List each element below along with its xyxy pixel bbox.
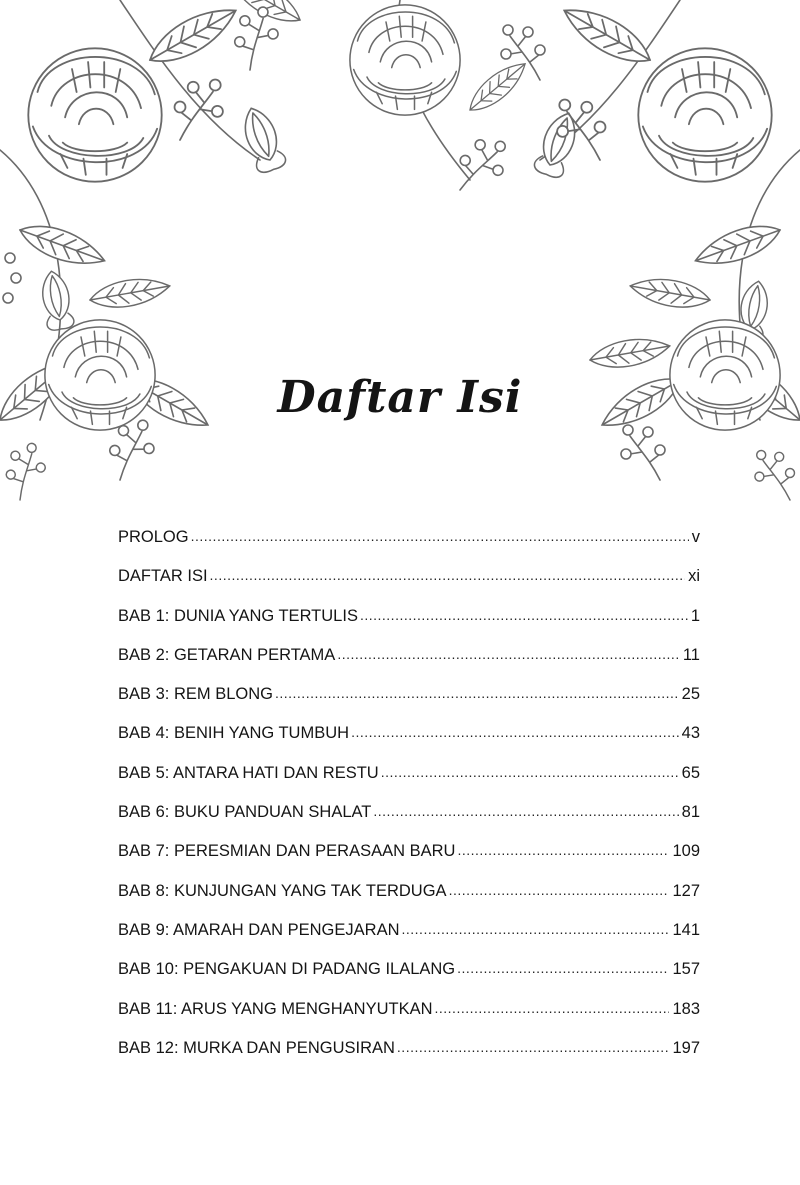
toc-entry-page: xi (688, 567, 700, 586)
toc-entry-page: 25 (681, 685, 700, 704)
toc-entry-page: 43 (681, 724, 700, 743)
toc-entry-page: 127 (672, 881, 700, 900)
toc-entry-label: BAB 11: ARUS YANG MENGHANYUTKAN (118, 999, 433, 1018)
toc-entry-label: BAB 4: BENIH YANG TUMBUH (118, 724, 350, 743)
toc-dot-leader (449, 881, 670, 900)
toc-entry-label: BAB 3: REM BLONG (118, 685, 273, 704)
toc-entry (118, 528, 700, 567)
toc-dot-leader (381, 763, 679, 782)
toc-dot-leader (397, 1038, 670, 1057)
toc-entry (118, 960, 700, 999)
toc-entry (118, 1039, 700, 1078)
floral-ornament-illustration (0, 0, 800, 520)
toc-entry (118, 1000, 700, 1039)
toc-dot-leader (337, 645, 680, 664)
toc-entry-label: BAB 5: ANTARA HATI DAN RESTU (118, 763, 379, 782)
toc-dot-leader (402, 920, 670, 939)
toc-entry-page: 157 (672, 960, 700, 979)
toc-entry (118, 882, 700, 921)
toc-entry (118, 842, 700, 881)
toc-entry-page: v (691, 528, 700, 546)
toc-entry-label: DAFTAR ISI (118, 567, 208, 586)
toc-entry-page: 109 (672, 842, 700, 861)
toc-entry-page: 183 (672, 999, 700, 1018)
toc-entry (118, 764, 700, 803)
toc-entry-label: BAB 2: GETARAN PERTAMA (118, 645, 336, 664)
toc-dot-leader (351, 723, 679, 742)
toc-dot-leader (360, 606, 688, 625)
toc-entry-label: BAB 10: PENGAKUAN DI PADANG ILALANG (118, 960, 456, 979)
toc-entry-page: 65 (681, 763, 700, 782)
toc-entry (118, 803, 700, 842)
toc-dot-leader (373, 802, 678, 821)
toc-dot-leader (457, 959, 669, 978)
toc-entry (118, 607, 700, 646)
toc-entry-label: BAB 6: BUKU PANDUAN SHALAT (118, 803, 372, 822)
toc-entry-page: 1 (690, 606, 700, 625)
toc-entry (118, 724, 700, 763)
toc-entry-label: BAB 1: DUNIA YANG TERTULIS (118, 606, 358, 625)
toc-dot-leader (435, 999, 670, 1018)
toc-entry-label: BAB 7: PERESMIAN DAN PERASAAN BARU (118, 842, 456, 861)
toc-entry-label: BAB 12: MURKA DAN PENGUSIRAN (118, 1038, 395, 1057)
toc-dot-leader (210, 566, 686, 585)
toc-entry-label: BAB 8: KUNJUNGAN YANG TAK TERDUGA (118, 881, 447, 900)
page-title: Daftar Isi (277, 372, 523, 423)
toc-entry-label: PROLOG (118, 528, 189, 546)
toc-entry (118, 567, 700, 606)
toc-entry (118, 646, 700, 685)
toc-dot-leader (191, 527, 689, 546)
toc-dot-leader (457, 841, 669, 860)
toc-entry (118, 685, 700, 724)
toc-entry-page: 141 (672, 920, 700, 939)
toc-entry-label: BAB 9: AMARAH DAN PENGEJARAN (118, 920, 400, 939)
toc-entry-page: 197 (672, 1038, 700, 1057)
toc-entry (118, 921, 700, 960)
table-of-contents (118, 528, 700, 1078)
toc-entry-page: 11 (682, 645, 700, 664)
toc-dot-leader (275, 684, 679, 703)
toc-entry-page: 81 (681, 803, 700, 822)
